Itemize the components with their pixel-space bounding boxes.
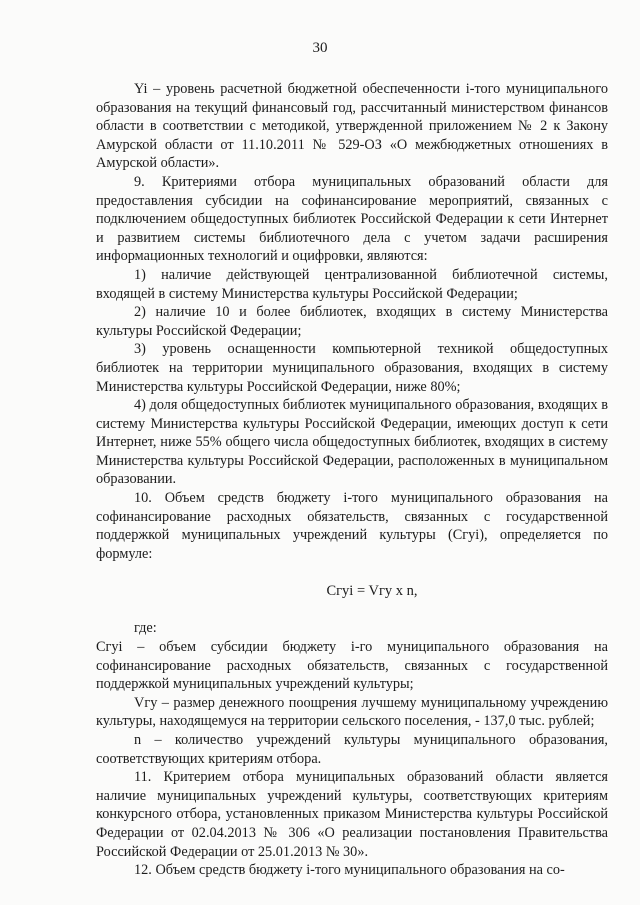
- definition-vgu: Vгу – размер денежного поощрения лучшему муниципальному учреждению культуры, находящемуся на территории сельского поселения, - 137,0 тыс. рублей;: [96, 694, 608, 730]
- definition-cgui: Сгуi – объем субсидии бюджету i-го муниципального образования на софинансирование расходных обязательств, связанных с государственной поддержкой муниципальных учреждений культуры;: [96, 639, 608, 693]
- where-label: где:: [134, 620, 157, 637]
- paragraph-11-selection: 11. Критерием отбора муниципальных образований области является наличие муниципальных учреждений культуры, соответствующих критериям конкурсного отбора, установленных приказом Министерства культуры Российской Федерации от 02.04.2013 № 306 «О реализации постановления Правительства Российской Федерации от 25.01.2013 № 30».: [96, 769, 608, 860]
- paragraph-10-funding: 10. Объем средств бюджету i-того муниципального образования на софинансирование расходных обязательств, связанных с государственной поддержкой муниципальных учреждений культуры (Сгуi), определяется по формуле:: [96, 490, 608, 562]
- paragraph-9-criteria: 9. Критериями отбора муниципальных образований области для предоставления субсидии на софинансирование мероприятий, связанных с подключением общедоступных библиотек Российской Федерации к сети Интернет и развитием системы библиотечного дела с учетом задачи расширения информационных технологий и оцифровки, являются:: [96, 173, 608, 265]
- paragraph-12-funding: 12. Объем средств бюджету i-того муниципального образования на со-: [134, 862, 565, 879]
- document-body: [96, 80, 608, 880]
- formula: Сгуi = Vгу x n,: [326, 583, 418, 600]
- list-item-criterion-1: 1) наличие действующей централизованной библиотечной системы, входящей в систему Министерства культуры Российской Федерации;: [96, 266, 608, 302]
- definition-n: n – количество учреждений культуры муниципального образования, соответствующих критериям отбора.: [96, 732, 608, 767]
- list-item-criterion-3: 3) уровень оснащенности компьютерной техникой общедоступных библиотек на территории муниципального образования, входящих в систему Министерства культуры Российской Федерации, ниже 80%;: [96, 341, 608, 395]
- page-number: 30: [312, 40, 328, 56]
- paragraph-yi-definition: Yi – уровень расчетной бюджетной обеспеченности i-того муниципального образования на текущий финансовый год, рассчитанный министерством финансов области в соответствии с методикой, утвержденной приложением № 2 к Закону Амурской области от 11.10.2011 № 529-ОЗ «О межбюджетных отношениях в Амурской области».: [96, 81, 608, 172]
- list-item-criterion-4: 4) доля общедоступных библиотек муниципального образования, входящих в систему Министерства культуры Российской Федерации, имеющих доступ к сети Интернет, ниже 55% общего числа общедоступных библиотек, входящих в систему Министерства культуры Российской Федерации, расположенных в муниципальном образовании.: [96, 397, 608, 488]
- list-item-criterion-2: 2) наличие 10 и более библиотек, входящих в систему Министерства культуры Российской Федерации;: [96, 304, 608, 339]
